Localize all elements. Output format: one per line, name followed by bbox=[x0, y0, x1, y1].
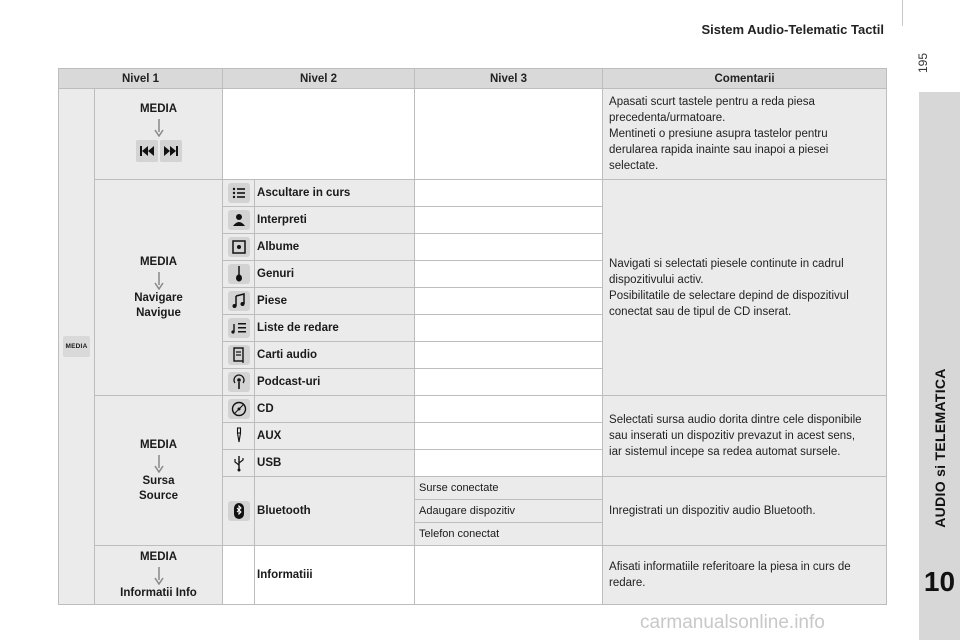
source-alt-label: Source bbox=[139, 489, 178, 502]
menu-item-label: Albume bbox=[255, 234, 415, 261]
menu-item-label: Interpreti bbox=[255, 207, 415, 234]
media-label: MEDIA bbox=[139, 438, 178, 451]
usb-icon bbox=[228, 453, 250, 473]
down-arrow-icon bbox=[154, 272, 164, 290]
comment-source bbox=[603, 396, 887, 477]
media-menu-table bbox=[58, 68, 887, 605]
header-nivel-1: Nivel 1 bbox=[59, 69, 223, 89]
next-track-icon bbox=[160, 140, 182, 162]
navigate-label: Navigare bbox=[134, 291, 183, 304]
playlist-icon bbox=[228, 318, 250, 338]
comment-line: precedenta/urmatoare. bbox=[609, 112, 726, 124]
previous-track-icon bbox=[136, 140, 158, 162]
comment-line: Apasati scurt tastele pentru a reda piesa bbox=[609, 96, 815, 108]
table-row bbox=[59, 396, 887, 423]
source-label: Sursa bbox=[142, 474, 175, 487]
table-row bbox=[59, 546, 887, 605]
media-label: MEDIA bbox=[139, 102, 178, 115]
comment-line: Afisati informatiile referitoare la piesa in curs de bbox=[609, 561, 851, 573]
level3-empty bbox=[415, 89, 603, 180]
level2-empty bbox=[223, 89, 415, 180]
comment-line: selectate. bbox=[609, 160, 659, 172]
level2-source-cell bbox=[95, 396, 223, 546]
menu-item-label: Ascultare in curs bbox=[255, 180, 415, 207]
podcast-icon bbox=[228, 372, 250, 392]
level1-cell bbox=[59, 89, 95, 605]
media-button-icon: MEDIA bbox=[63, 336, 91, 357]
media-label: MEDIA bbox=[139, 550, 178, 563]
comment-line: sau inserati un dispozitiv prevazut in acest sens, bbox=[609, 430, 856, 442]
menu-item-label: CD bbox=[255, 396, 415, 423]
music-note-icon bbox=[228, 291, 250, 311]
album-icon bbox=[228, 237, 250, 257]
header-comentarii: Comentarii bbox=[603, 69, 887, 89]
margin-divider bbox=[902, 0, 903, 26]
down-arrow-icon bbox=[154, 567, 164, 585]
menu-item-label: Carti audio bbox=[255, 342, 415, 369]
menu-item-label: Informatiii bbox=[255, 546, 415, 605]
table-row bbox=[59, 180, 887, 207]
down-arrow-icon bbox=[154, 119, 164, 137]
table-row bbox=[59, 89, 887, 180]
cd-icon bbox=[228, 399, 250, 419]
chapter-tab bbox=[919, 92, 960, 640]
bluetooth-icon bbox=[228, 501, 250, 521]
comment-line: Posibilitatile de selectare depind de dispozitivul bbox=[609, 289, 849, 302]
comment-line: dispozitivului activ. bbox=[609, 273, 704, 286]
level3-item: Surse conectate bbox=[415, 477, 603, 500]
table-header-row bbox=[59, 69, 887, 89]
navigate-alt-label: Navigue bbox=[136, 306, 181, 319]
comment-line: Mentineti o presiune asupra tastelor pentru bbox=[609, 128, 828, 140]
header-nivel-3: Nivel 3 bbox=[415, 69, 603, 89]
level2-navigate-cell bbox=[95, 180, 223, 396]
level2-info-cell bbox=[95, 546, 223, 605]
audiobook-icon bbox=[228, 345, 250, 365]
header-nivel-2: Nivel 2 bbox=[223, 69, 415, 89]
level3-item: Adaugare dispozitiv bbox=[415, 500, 603, 523]
comment-line: conectat sau de tipul de CD inserat. bbox=[609, 305, 792, 318]
footer-watermark: carmanualsonline.info bbox=[640, 612, 825, 633]
aux-icon bbox=[228, 426, 250, 446]
page-number: 195 bbox=[916, 52, 930, 74]
chapter-number: 10 bbox=[923, 566, 956, 597]
level2-prevnext-cell bbox=[95, 89, 223, 180]
comment-line: Navigati si selectati piesele continute in cadrul bbox=[609, 257, 844, 270]
comment-bluetooth: Inregistrati un dispozitiv audio Bluetooth. bbox=[603, 477, 887, 546]
menu-item-label: Podcast-uri bbox=[255, 369, 415, 396]
guitar-icon bbox=[228, 264, 250, 284]
menu-item-label: USB bbox=[255, 450, 415, 477]
media-label: MEDIA bbox=[139, 255, 178, 268]
comment-navigate bbox=[603, 180, 887, 396]
chapter-title: AUDIO si TELEMATICA bbox=[932, 368, 948, 528]
menu-item-label: Liste de redare bbox=[255, 315, 415, 342]
comment-line: derularea rapida inainte sau inapoi a piesei bbox=[609, 144, 829, 156]
menu-item-label: AUX bbox=[255, 423, 415, 450]
comment-prevnext bbox=[603, 89, 887, 180]
comment-line: redare. bbox=[609, 577, 646, 589]
comment-line: iar sistemul incepe sa redea automat sursele. bbox=[609, 446, 841, 458]
menu-item-label: Genuri bbox=[255, 261, 415, 288]
comment-line: Selectati sursa audio dorita dintre cele disponibile bbox=[609, 414, 862, 426]
header-title: Sistem Audio-Telematic Tactil bbox=[701, 22, 884, 37]
info-label: Informatii Info bbox=[120, 586, 197, 599]
artist-icon bbox=[228, 210, 250, 230]
down-arrow-icon bbox=[154, 455, 164, 473]
level3-item: Telefon conectat bbox=[415, 523, 603, 546]
menu-item-label: Piese bbox=[255, 288, 415, 315]
list-icon bbox=[228, 183, 250, 203]
comment-info bbox=[603, 546, 887, 605]
menu-item-label: Bluetooth bbox=[255, 477, 415, 546]
